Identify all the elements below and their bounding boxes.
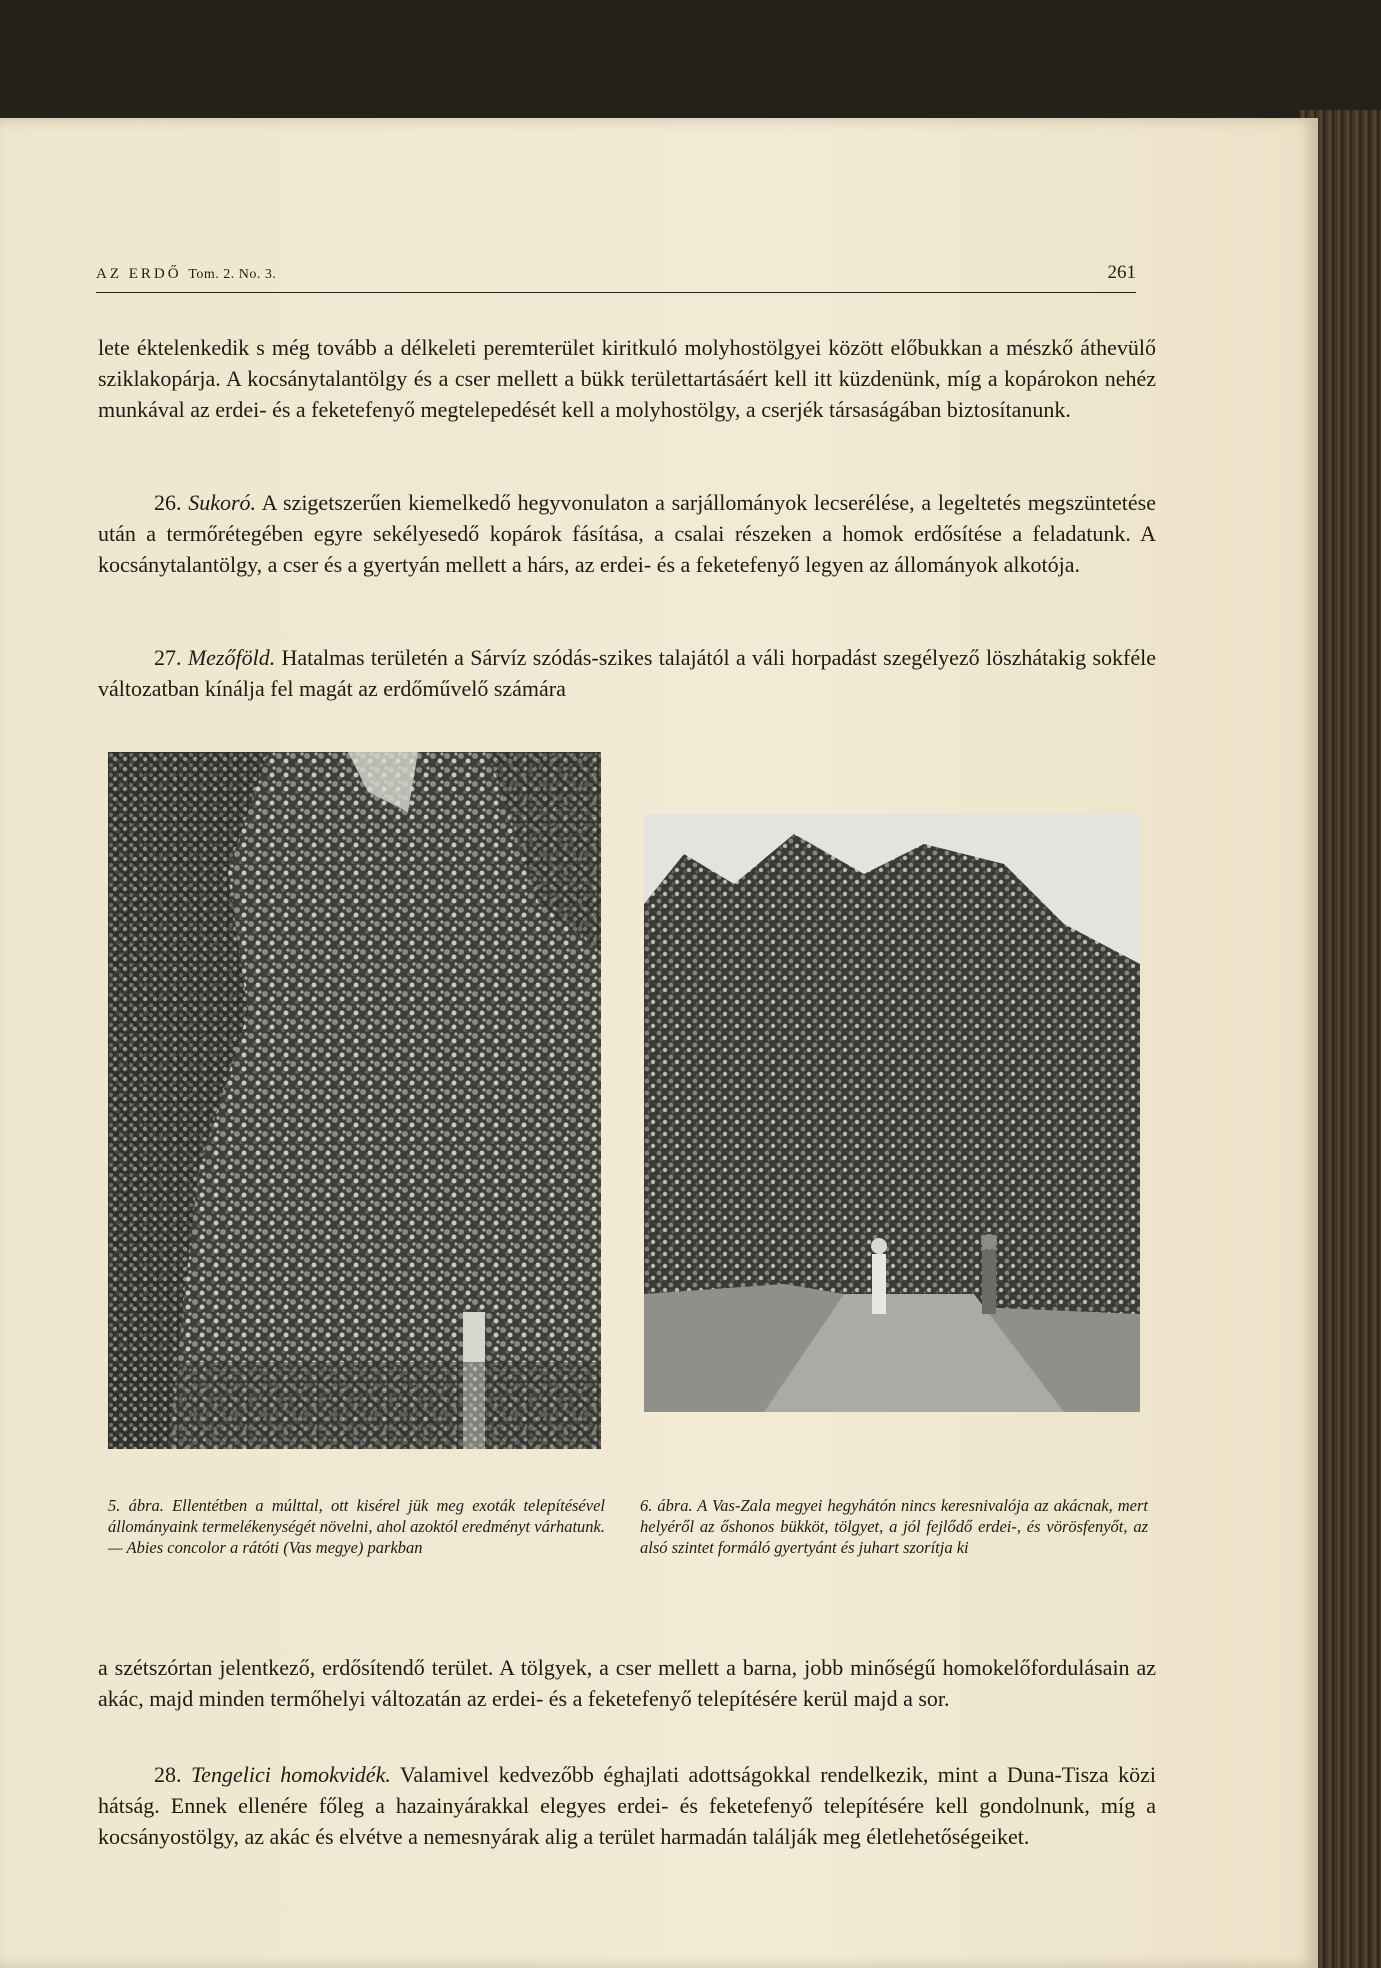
section-number-27: 27. [154,645,182,670]
paragraph-27 [98,642,1156,704]
paragraph-28 [98,1759,1156,1852]
forest-path-photo-image [644,814,1140,1412]
section-title-sukoro: Sukoró. [188,490,257,515]
section-body-28: Valamivel kedvezőbb éghajlati adottságokkal rendelkezik, mint a Duna-Tisza közi hátság. Ennek ellenére főleg a hazainyárakkal elegyes erdei- és feketefenyő telepítésére kell gondolnunk, míg a kocsányostölgy, az akác és elvétve a nemesnyárak alig a terület harmadán találják meg életlehetőségeiket. [98,1762,1157,1849]
section-body-27: Hatalmas területén a Sárvíz szódás-szikes talajától a váli horpadást szegélyező löszhátakig sokféle változatban kínálja fel magát az erdőművelő számára [98,645,1157,701]
section-body-26: A szigetszerűen kiemelkedő hegyvonulaton a sarjállományok lecserélése, a legeltetés megszüntetése után a termőrétegében egyre sekélyesedő kopárok fásítása, a csalai részeken a homok erdősítése a feladatunk. A kocsánytalantölgy, a cser és a gyertyán mellett a hárs, az erdei- és a feketefenyő legyen az állományok alkotója. [98,490,1156,577]
page-number: 261 [1107,262,1136,283]
figure-6-caption: 6. ábra. A Vas-Zala megyei hegyhátón nincs keresnivalója az akácnak, mert helyéről az őshonos bükköt, tölgyet, a jól fejlődő erdei-, és vörösfenyőt, az alsó szintet formáló gyertyánt és juhart szorítja ki [640,1496,1148,1557]
paragraph-1: lete éktelenkedik s még tovább a délkeleti peremterület kiritkuló molyhostölgyei között előbukkan a mészkő áthevülő sziklakopárja. A kocsánytalantölgy és a cser mellett a bükk területtartásáért kell itt küzdenünk, míg a kopárokon nehéz munkával az erdei- és a feketefenyő megtelepedését kell a molyhostölgy, a cserjék társaságában biztosítanunk. [98,335,1156,422]
figure-6-photo [644,814,1140,1412]
section-number-26: 26. [154,490,182,515]
section-title-tengelic: Tengelici homokvidék. [190,1762,391,1787]
figure-5-photo [108,752,601,1449]
paragraph-continued: a szétszórtan jelentkező, erdősítendő terület. A tölgyek, a cser mellett a barna, jobb minőségű homokelőfordulásain az akác, majd minden termőhelyi változatán az erdei- és a feketefenyő telepítésére kerül majd a sor. [98,1655,1156,1711]
section-title-mezofold: Mezőföld. [187,645,276,670]
running-header [96,262,1136,293]
header-journal: AZ ERDŐ Tom. 2. No. 3. [96,266,277,282]
section-number-28: 28. [154,1762,182,1787]
figure-5-caption: 5. ábra. Ellentétben a múlttal, ott kisérel jük meg exoták telepítésével állományaink termelékenységét növelni, ahol azoktól eredményt várhatunk. — Abies concolor a rátóti (Vas megye) parkban [108,1496,605,1557]
paragraph-26 [98,487,1156,580]
tree-photo-image [108,752,601,1449]
